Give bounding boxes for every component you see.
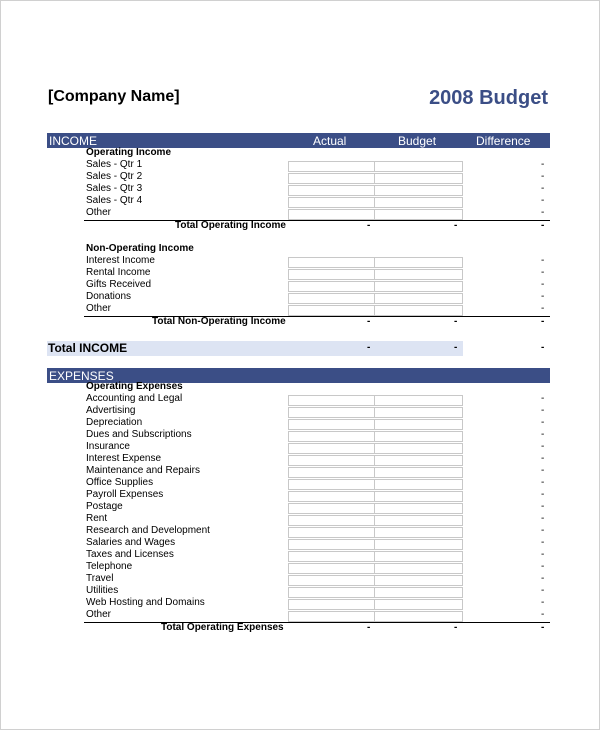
operating-expense-row-label: Utilities xyxy=(86,585,119,596)
non-operating-income-row-actual-cell[interactable] xyxy=(288,269,375,280)
non-operating-income-heading: Non-Operating Income xyxy=(86,243,194,254)
operating-income-row-actual-cell[interactable] xyxy=(288,185,375,196)
operating-expense-row-budget-cell[interactable] xyxy=(375,443,463,454)
operating-expense-row-label: Dues and Subscriptions xyxy=(86,429,192,440)
operating-expense-row-actual-cell[interactable] xyxy=(288,467,375,478)
operating-expense-row-label: Payroll Expenses xyxy=(86,489,164,500)
operating-expense-row-label: Accounting and Legal xyxy=(86,393,183,404)
operating-expense-row-budget-cell[interactable] xyxy=(375,551,463,562)
non-operating-income-row-difference: - xyxy=(541,255,545,266)
operating-expense-row-actual-cell[interactable] xyxy=(288,599,375,610)
operating-expense-row-actual-cell[interactable] xyxy=(288,455,375,466)
operating-expense-row-difference: - xyxy=(541,585,545,596)
operating-expense-row-label: Office Supplies xyxy=(86,477,154,488)
total-income-difference: - xyxy=(541,342,545,353)
operating-expense-row-difference: - xyxy=(541,549,545,560)
operating-expense-row-label: Interest Expense xyxy=(86,453,162,464)
operating-expense-row-label: Maintenance and Repairs xyxy=(86,465,200,476)
total-non-operating-income-actual: - xyxy=(367,316,371,327)
operating-expense-row-budget-cell[interactable] xyxy=(375,611,463,622)
non-operating-income-row-difference: - xyxy=(541,303,545,314)
operating-expense-row-label: Advertising xyxy=(86,405,136,416)
operating-expense-row-label: Postage xyxy=(86,501,123,512)
non-operating-income-row-budget-cell[interactable] xyxy=(375,281,463,292)
operating-expense-row-difference: - xyxy=(541,609,545,620)
operating-expense-row-actual-cell[interactable] xyxy=(288,515,375,526)
operating-income-row-label: Sales - Qtr 3 xyxy=(86,183,143,194)
operating-expense-row-actual-cell[interactable] xyxy=(288,551,375,562)
total-operating-income-label: Total Operating Income xyxy=(175,220,286,231)
non-operating-income-row-label: Interest Income xyxy=(86,255,155,266)
operating-expense-row-budget-cell[interactable] xyxy=(375,515,463,526)
company-name: [Company Name] xyxy=(48,88,180,105)
operating-income-row-budget-cell[interactable] xyxy=(375,173,463,184)
operating-income-row-actual-cell[interactable] xyxy=(288,209,375,220)
operating-expense-row-label: Salaries and Wages xyxy=(86,537,176,548)
operating-expenses-heading: Operating Expenses xyxy=(86,381,183,392)
operating-expense-row-difference: - xyxy=(541,405,545,416)
operating-income-row-actual-cell[interactable] xyxy=(288,197,375,208)
total-operating-expenses-difference: - xyxy=(541,622,545,633)
operating-expense-row-budget-cell[interactable] xyxy=(375,455,463,466)
operating-income-row-budget-cell[interactable] xyxy=(375,209,463,220)
expenses-section-label: EXPENSES xyxy=(49,369,114,383)
total-income-label: Total INCOME xyxy=(48,341,128,355)
total-non-operating-income-difference: - xyxy=(541,316,545,327)
operating-expense-row-difference: - xyxy=(541,417,545,428)
operating-expense-row-budget-cell[interactable] xyxy=(375,431,463,442)
operating-expense-row-difference: - xyxy=(541,441,545,452)
non-operating-income-row-label: Gifts Received xyxy=(86,279,152,290)
column-header-difference: Difference xyxy=(476,134,531,148)
operating-expense-row-difference: - xyxy=(541,477,545,488)
operating-expense-row-label: Taxes and Licenses xyxy=(86,549,174,560)
total-operating-income-budget: - xyxy=(454,220,458,231)
operating-income-row-difference: - xyxy=(541,183,545,194)
total-income-budget: - xyxy=(454,342,458,353)
operating-income-row-difference: - xyxy=(541,195,545,206)
operating-expense-row-difference: - xyxy=(541,597,545,608)
operating-income-row-budget-cell[interactable] xyxy=(375,185,463,196)
operating-income-row-budget-cell[interactable] xyxy=(375,161,463,172)
operating-expense-row-actual-cell[interactable] xyxy=(288,563,375,574)
operating-expense-row-actual-cell[interactable] xyxy=(288,587,375,598)
operating-expense-row-actual-cell[interactable] xyxy=(288,575,375,586)
operating-income-row-label: Other xyxy=(86,207,112,218)
operating-expense-row-budget-cell[interactable] xyxy=(375,491,463,502)
operating-expense-row-actual-cell[interactable] xyxy=(288,611,375,622)
column-header-budget: Budget xyxy=(398,134,437,148)
operating-expense-row-label: Research and Development xyxy=(86,525,210,536)
operating-expense-row-budget-cell[interactable] xyxy=(375,575,463,586)
operating-expense-row-label: Insurance xyxy=(86,441,130,452)
operating-expense-row-difference: - xyxy=(541,465,545,476)
budget-title: 2008 Budget xyxy=(429,87,548,109)
operating-expense-row-budget-cell[interactable] xyxy=(375,407,463,418)
operating-expense-row-difference: - xyxy=(541,393,545,404)
operating-expense-row-actual-cell[interactable] xyxy=(288,503,375,514)
operating-income-row-label: Sales - Qtr 4 xyxy=(86,195,143,206)
operating-expense-row-actual-cell[interactable] xyxy=(288,539,375,550)
total-operating-income-difference: - xyxy=(541,220,545,231)
operating-expense-row-label: Rent xyxy=(86,513,108,524)
operating-expense-row-label: Web Hosting and Domains xyxy=(86,597,205,608)
column-header-actual: Actual xyxy=(313,134,347,148)
operating-expense-row-actual-cell[interactable] xyxy=(288,527,375,538)
non-operating-income-row-difference: - xyxy=(541,267,545,278)
total-non-operating-income-label: Total Non-Operating Income xyxy=(152,316,286,327)
non-operating-income-row-label: Other xyxy=(86,303,112,314)
operating-expense-row-budget-cell[interactable] xyxy=(375,527,463,538)
total-operating-expenses-budget: - xyxy=(454,622,458,633)
operating-income-row-actual-cell[interactable] xyxy=(288,161,375,172)
operating-expense-row-actual-cell[interactable] xyxy=(288,443,375,454)
operating-income-row-difference: - xyxy=(541,207,545,218)
non-operating-income-row-difference: - xyxy=(541,279,545,290)
operating-income-row-label: Sales - Qtr 2 xyxy=(86,171,143,182)
total-operating-expenses-line xyxy=(84,622,550,623)
operating-expense-row-actual-cell[interactable] xyxy=(288,431,375,442)
non-operating-income-row-budget-cell[interactable] xyxy=(375,305,463,316)
total-operating-expenses-actual: - xyxy=(367,622,371,633)
non-operating-income-row-actual-cell[interactable] xyxy=(288,257,375,268)
total-operating-expenses-label: Total Operating Expenses xyxy=(161,622,284,633)
operating-expense-row-label: Depreciation xyxy=(86,417,143,428)
income-header-bar xyxy=(47,133,550,148)
operating-expense-row-label: Telephone xyxy=(86,561,133,572)
operating-expense-row-actual-cell[interactable] xyxy=(288,479,375,490)
non-operating-income-row-difference: - xyxy=(541,291,545,302)
operating-expense-row-budget-cell[interactable] xyxy=(375,395,463,406)
operating-expense-row-difference: - xyxy=(541,489,545,500)
operating-expense-row-budget-cell[interactable] xyxy=(375,419,463,430)
operating-expense-row-budget-cell[interactable] xyxy=(375,587,463,598)
operating-expense-row-label: Travel xyxy=(86,573,114,584)
income-section-label: INCOME xyxy=(49,134,97,148)
operating-expense-row-actual-cell[interactable] xyxy=(288,491,375,502)
operating-income-row-difference: - xyxy=(541,171,545,182)
operating-income-row-difference: - xyxy=(541,159,545,170)
operating-expense-row-difference: - xyxy=(541,525,545,536)
operating-expense-row-actual-cell[interactable] xyxy=(288,407,375,418)
non-operating-income-row-actual-cell[interactable] xyxy=(288,305,375,316)
operating-expense-row-label: Other xyxy=(86,609,112,620)
non-operating-income-row-label: Rental Income xyxy=(86,267,151,278)
operating-expense-row-budget-cell[interactable] xyxy=(375,503,463,514)
operating-expense-row-difference: - xyxy=(541,501,545,512)
operating-expense-row-budget-cell[interactable] xyxy=(375,479,463,490)
operating-expense-row-budget-cell[interactable] xyxy=(375,467,463,478)
operating-expense-row-difference: - xyxy=(541,573,545,584)
operating-income-row-budget-cell[interactable] xyxy=(375,197,463,208)
non-operating-income-row-budget-cell[interactable] xyxy=(375,269,463,280)
non-operating-income-row-actual-cell[interactable] xyxy=(288,293,375,304)
operating-income-heading: Operating Income xyxy=(86,147,172,158)
operating-expense-row-difference: - xyxy=(541,513,545,524)
non-operating-income-row-actual-cell[interactable] xyxy=(288,281,375,292)
operating-expense-row-difference: - xyxy=(541,429,545,440)
operating-expense-row-difference: - xyxy=(541,561,545,572)
operating-expense-row-actual-cell[interactable] xyxy=(288,395,375,406)
total-non-operating-income-budget: - xyxy=(454,316,458,327)
operating-expense-row-budget-cell[interactable] xyxy=(375,539,463,550)
non-operating-income-row-label: Donations xyxy=(86,291,132,302)
total-operating-income-actual: - xyxy=(367,220,371,231)
operating-expense-row-actual-cell[interactable] xyxy=(288,419,375,430)
operating-expense-row-budget-cell[interactable] xyxy=(375,563,463,574)
total-income-actual: - xyxy=(367,342,371,353)
total-operating-income-line xyxy=(84,220,550,221)
operating-income-row-label: Sales - Qtr 1 xyxy=(86,159,143,170)
operating-expense-row-difference: - xyxy=(541,453,545,464)
operating-income-row-actual-cell[interactable] xyxy=(288,173,375,184)
operating-expense-row-budget-cell[interactable] xyxy=(375,599,463,610)
non-operating-income-row-budget-cell[interactable] xyxy=(375,293,463,304)
operating-expense-row-difference: - xyxy=(541,537,545,548)
non-operating-income-row-budget-cell[interactable] xyxy=(375,257,463,268)
